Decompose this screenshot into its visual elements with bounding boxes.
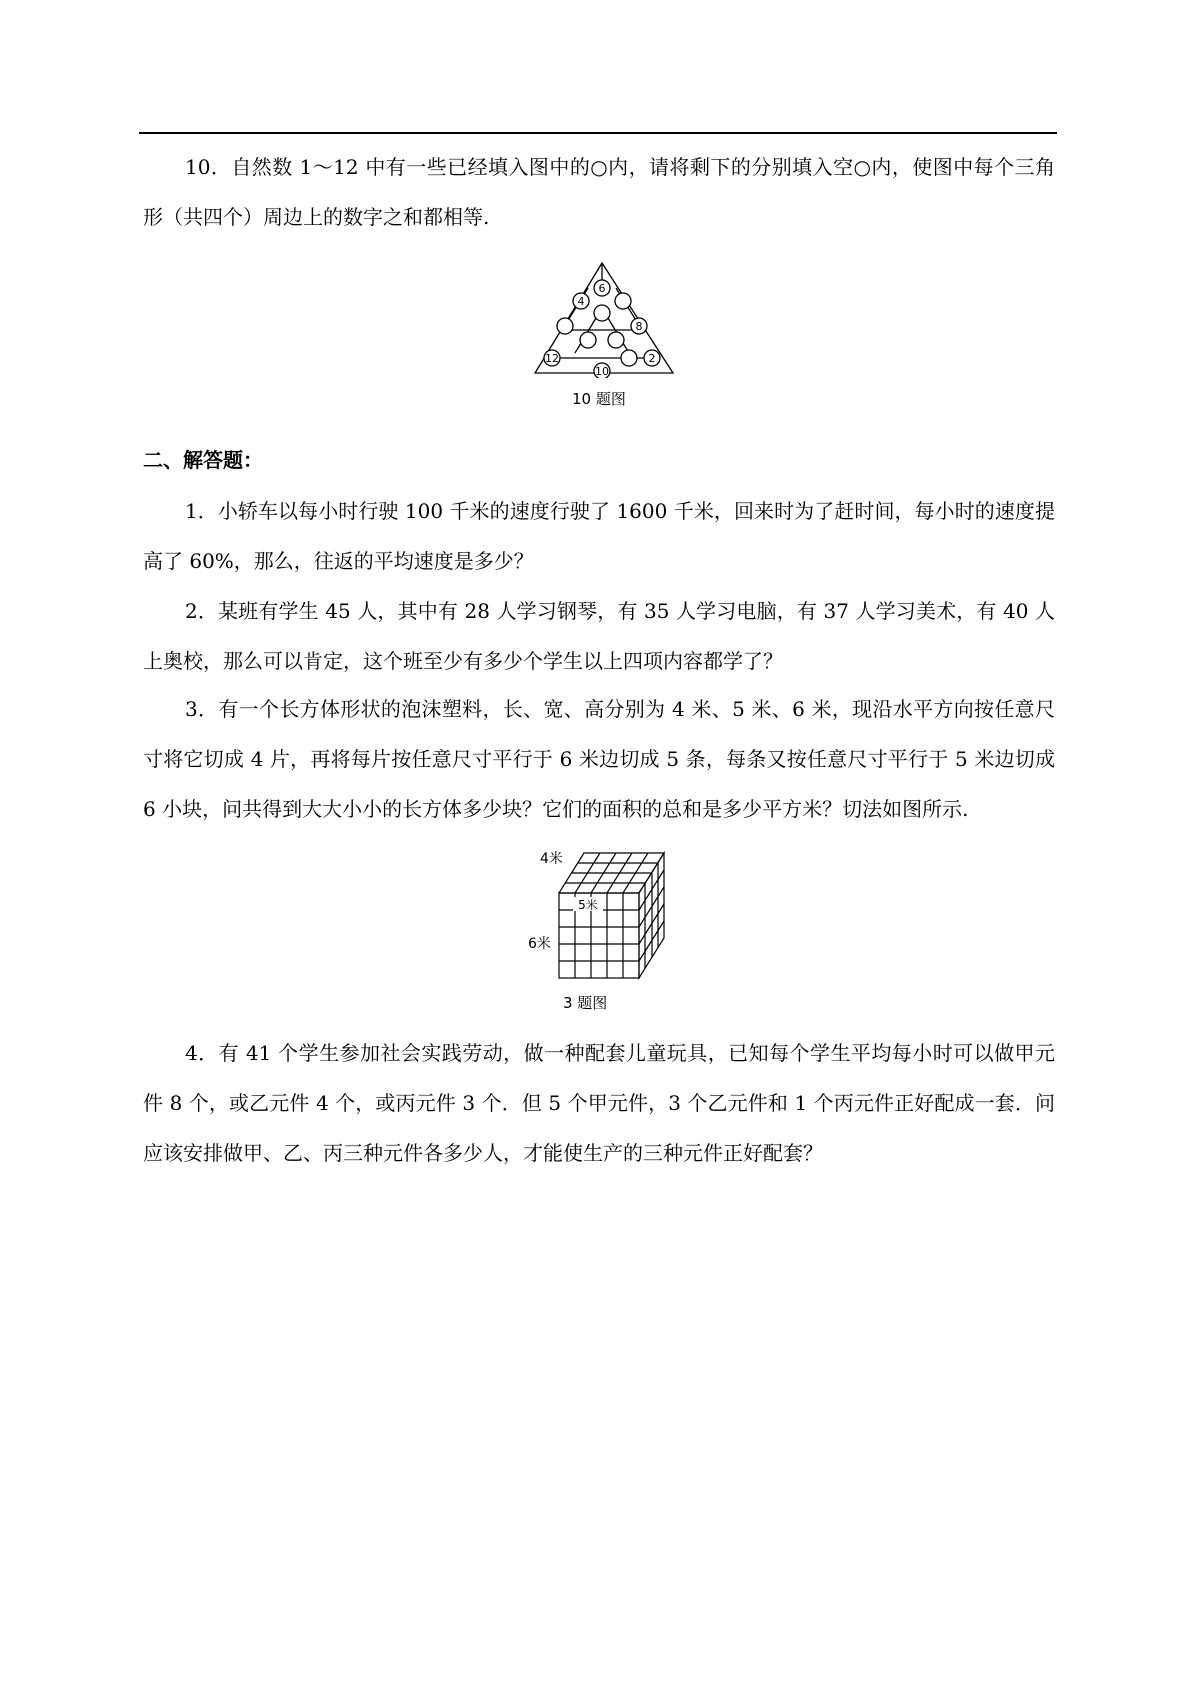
question-4-text: 4．有 41 个学生参加社会实践劳动，做一种配套儿童玩具，已知每个学生平均每小时可以做甲元件 8 个，或乙元件 4 个，或丙元件 3 个．但 5 个甲元件，3 个乙元件和 1 个丙元件正好配成一套．问应该安排做甲、乙、丙三种元件各多少人，才能使生产的三种元件正好配套？ — [143, 1041, 1055, 1165]
question-10-text: 10．自然数 1～12 中有一些已经填入图中的○内，请将剩下的分别填入空○内，使图中每个三角形（共四个）周边上的数字之和都相等. — [143, 155, 1055, 229]
question-3-text: 3．有一个长方体形状的泡沫塑料，长、宽、高分别为 4 米、5 米、6 米，现沿水平方向按任意尺寸将它切成 4 片，再将每片按任意尺寸平行于 6 米边切成 5 条，每条又按任意尺寸平行于 5 米边切成 6 小块，问共得到大大小小的长方体多少块？它们的面积的总和是多少平方米？切法如图所示. — [143, 697, 1055, 821]
dimension-label-4: 4米 — [540, 851, 563, 867]
section-heading: 二、解答题： — [143, 448, 263, 472]
question-1-text: 1．小轿车以每小时行驶 100 千米的速度行驶了 1600 千米，回来时为了赶时间，每小时的速度提高了 60%，那么，往返的平均速度是多少？ — [143, 499, 1055, 573]
cuboid-grid-diagram — [527, 848, 667, 986]
circle-number: 2 — [648, 352, 656, 365]
circle-number: 12 — [545, 352, 559, 365]
circle-number: 10 — [595, 365, 609, 378]
circle-number: 4 — [577, 295, 585, 308]
question-10 — [143, 142, 1055, 242]
triangle-circle-diagram — [530, 258, 680, 378]
circle-number: 6 — [598, 282, 606, 295]
question-1 — [143, 486, 1055, 586]
question-2-text: 2．某班有学生 45 人，其中有 28 人学习钢琴，有 35 人学习电脑，有 37 人学习美术，有 40 人上奥校，那么可以肯定，这个班至少有多少个学生以上四项内容都学了？ — [143, 599, 1055, 673]
figure-3-caption: 3 题图 — [563, 994, 608, 1012]
question-4 — [143, 1028, 1055, 1178]
figure-10 — [530, 258, 680, 378]
header-rule — [139, 132, 1057, 134]
dimension-label-6: 6米 — [528, 936, 551, 952]
question-3 — [143, 684, 1055, 834]
circle-number: 8 — [635, 320, 643, 333]
dimension-label-5: 5米 — [578, 898, 598, 912]
figure-3 — [527, 848, 667, 986]
question-2 — [143, 586, 1055, 686]
figure-10-caption: 10 题图 — [572, 390, 626, 408]
